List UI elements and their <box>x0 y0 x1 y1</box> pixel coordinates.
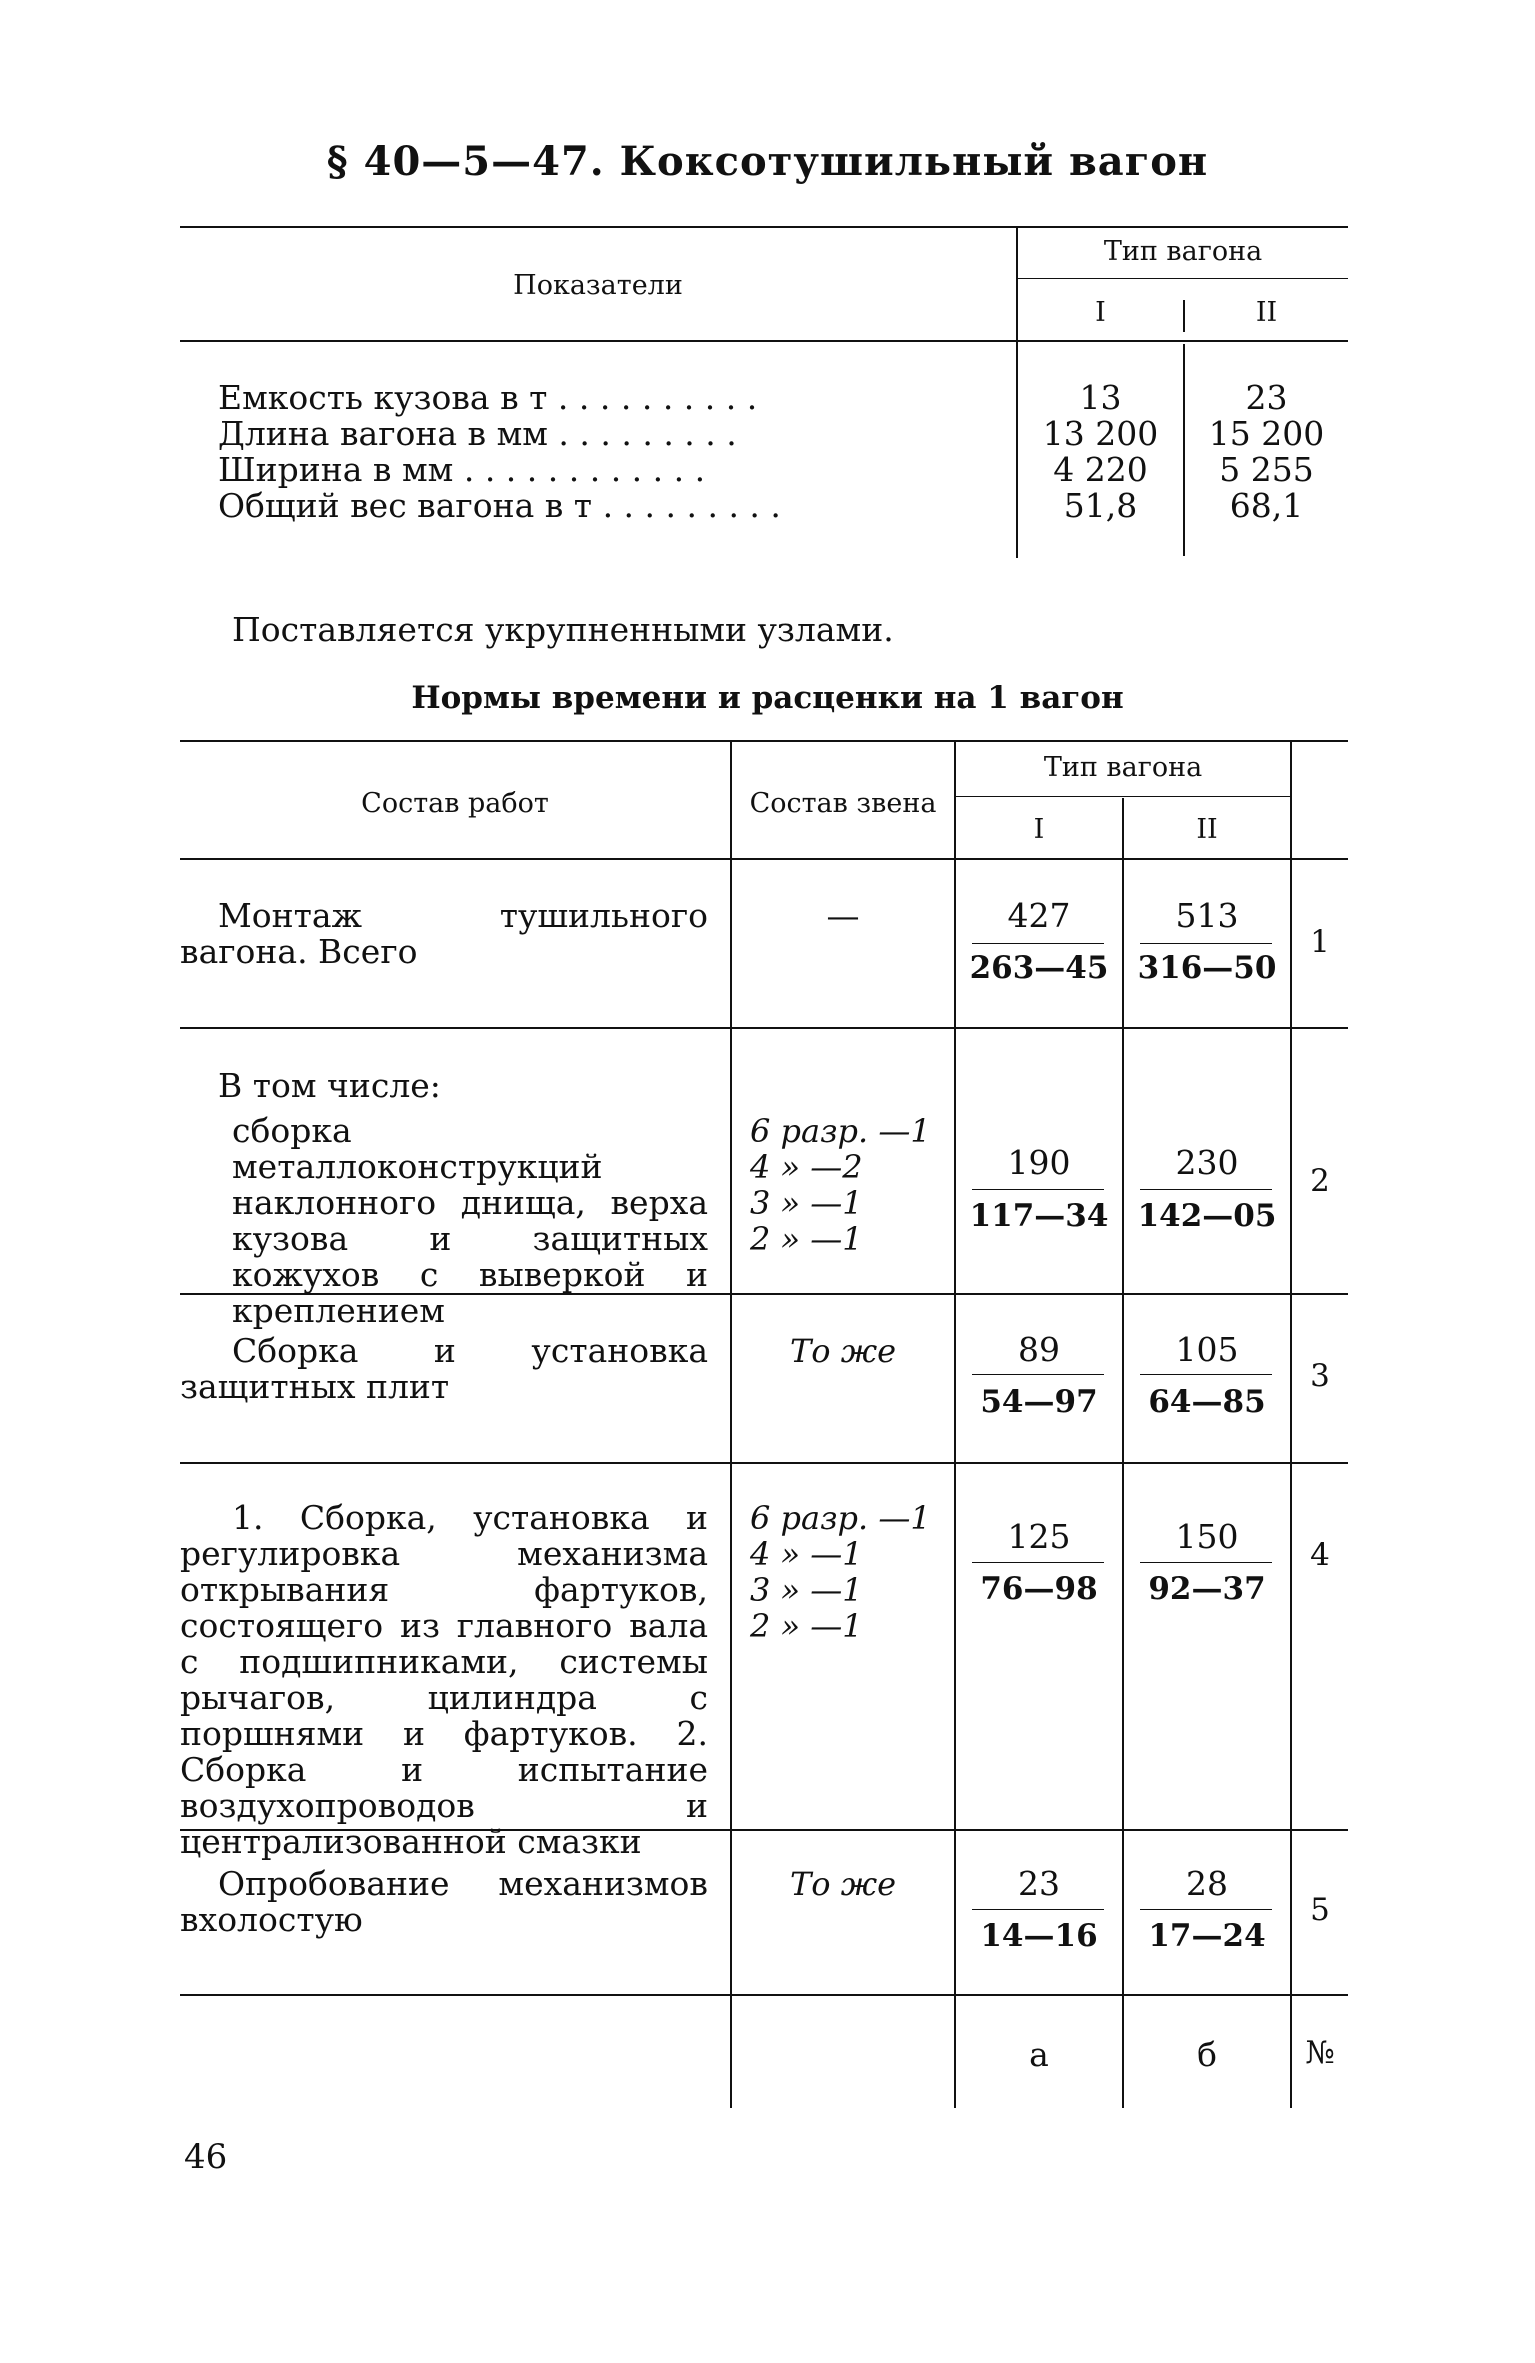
row-value-1: 51,8 <box>1063 486 1138 525</box>
rate-value-b: 316—50 <box>1137 950 1277 986</box>
table2-header-type: Тип вагона <box>1043 752 1203 783</box>
row-label: Длина вагона в мм . . . . . . . . . <box>218 414 737 453</box>
table2-type-rule <box>956 796 1290 797</box>
norm-value-b: 105 <box>1175 1330 1239 1369</box>
work-intro: В том числе: <box>218 1066 441 1105</box>
section-title: § 40—5—47. Коксотушильный вагон <box>326 138 1209 185</box>
column-marker-a: а <box>1029 2035 1049 2074</box>
row-number: 2 <box>1310 1163 1330 1199</box>
row-value-2: 68,1 <box>1229 486 1304 525</box>
norm-value-a: 125 <box>1007 1517 1071 1556</box>
fraction-rule <box>1140 1909 1272 1910</box>
row-number: 1 <box>1310 924 1330 960</box>
table1-header-rule <box>180 340 1348 342</box>
row-value-1: 4 220 <box>1053 450 1148 489</box>
table1-header-indicators: Показатели <box>513 270 683 301</box>
norm-value-b: 28 <box>1186 1864 1228 1903</box>
column-marker-no: № <box>1305 2035 1335 2071</box>
crew-composition: — <box>826 896 860 935</box>
column-marker-b: б <box>1197 2035 1217 2074</box>
crew-composition: То же <box>789 1865 897 1903</box>
crew-line: 3 » —1 <box>750 1571 863 1609</box>
rate-value-b: 64—85 <box>1148 1384 1266 1420</box>
row-value-1: 13 <box>1079 378 1122 417</box>
table2-vline-crew <box>954 742 956 2108</box>
crew-line: 4 » —1 <box>750 1535 863 1573</box>
work-description: сборка металлоконструкций наклонного днища, верха кузова и защитных кожухов с выверкой и креплением <box>232 1111 708 1330</box>
row-label: Емкость кузова в т . . . . . . . . . . <box>218 378 758 417</box>
rate-value-a: 263—45 <box>969 950 1109 986</box>
table2-header-col2: II <box>1196 814 1218 845</box>
row-value-2: 15 200 <box>1208 414 1325 453</box>
crew-line: 6 разр. —1 <box>750 1112 931 1150</box>
crew-line: 4 » —2 <box>750 1148 863 1186</box>
norm-value-a: 89 <box>1018 1330 1060 1369</box>
row-value-1: 13 200 <box>1042 414 1159 453</box>
fraction-rule <box>972 1909 1104 1910</box>
crew-composition: То же <box>789 1332 897 1370</box>
work-description: Сборка и установка защитных плит <box>180 1331 708 1406</box>
row-label: Общий вес вагона в т . . . . . . . . . <box>218 486 781 525</box>
fraction-rule <box>1140 1562 1272 1563</box>
row-value-2: 23 <box>1245 378 1288 417</box>
table1-header-col2: II <box>1255 297 1278 328</box>
crew-composition <box>750 1500 942 1644</box>
rate-value-b: 17—24 <box>1148 1918 1266 1954</box>
row-number: 4 <box>1310 1537 1330 1573</box>
supply-note: Поставляется укрупненными узлами. <box>232 610 894 649</box>
rate-value-b: 92—37 <box>1148 1571 1266 1607</box>
rate-value-a: 54—97 <box>980 1384 1098 1420</box>
crew-line: 2 » —1 <box>750 1607 863 1645</box>
norm-value-b: 513 <box>1175 896 1239 935</box>
fraction-rule <box>972 943 1104 944</box>
row-number: 5 <box>1310 1892 1330 1928</box>
fraction-rule <box>1140 1374 1272 1375</box>
fraction-rule <box>1140 1189 1272 1190</box>
table1-header-type: Тип вагона <box>1103 236 1263 267</box>
norm-value-a: 427 <box>1007 896 1071 935</box>
table2-header-crew: Состав звена <box>749 788 937 819</box>
table2-vline-work <box>730 742 732 2108</box>
table2-top-rule <box>180 740 1348 742</box>
table2-header-rule <box>180 858 1348 860</box>
norms-subtitle: Нормы времени и расценки на 1 вагон <box>411 680 1124 716</box>
norm-value-b: 150 <box>1175 1517 1239 1556</box>
crew-line: 6 разр. —1 <box>750 1499 931 1537</box>
page-number: 46 <box>184 2137 228 2177</box>
norm-value-a: 23 <box>1018 1864 1060 1903</box>
norm-value-a: 190 <box>1007 1143 1071 1182</box>
norm-value-b: 230 <box>1175 1143 1239 1182</box>
table1-type-rule <box>1018 278 1348 279</box>
crew-line: 3 » —1 <box>750 1184 863 1222</box>
table2-header-work: Состав работ <box>361 788 549 819</box>
row-label: Ширина в мм . . . . . . . . . . . . <box>218 450 706 489</box>
table1-top-rule <box>180 226 1348 228</box>
work-description: Опробование механизмов вхолостую <box>180 1864 708 1939</box>
rate-value-a: 117—34 <box>969 1198 1109 1234</box>
row-number: 3 <box>1310 1358 1330 1394</box>
table2-row-rule-5 <box>180 1994 1348 1996</box>
fraction-rule <box>972 1562 1104 1563</box>
table2-row-rule-1 <box>180 1027 1348 1029</box>
table2-vline-cols <box>1122 798 1124 2108</box>
crew-line: 2 » —1 <box>750 1220 863 1258</box>
fraction-rule <box>1140 943 1272 944</box>
rate-value-a: 14—16 <box>980 1918 1098 1954</box>
table1-header-col1: I <box>1095 297 1106 328</box>
fraction-rule <box>972 1374 1104 1375</box>
work-description: 1. Сборка, установка и регулировка механизма открывания фартуков, состоящего из главного вала с подшипниками, системы рычагов, цилиндра с поршнями и фартуков. 2. Сборка и испытание воздухопроводов и централизованной смазки <box>180 1498 708 1861</box>
crew-composition <box>750 1113 942 1257</box>
table2-header-col1: I <box>1033 814 1045 845</box>
row-value-2: 5 255 <box>1219 450 1314 489</box>
work-description: Монтаж тушильного вагона. Всего <box>180 896 708 971</box>
rate-value-a: 76—98 <box>980 1571 1098 1607</box>
fraction-rule <box>972 1189 1104 1190</box>
table2-row-rule-3 <box>180 1462 1348 1464</box>
rate-value-b: 142—05 <box>1137 1198 1277 1234</box>
